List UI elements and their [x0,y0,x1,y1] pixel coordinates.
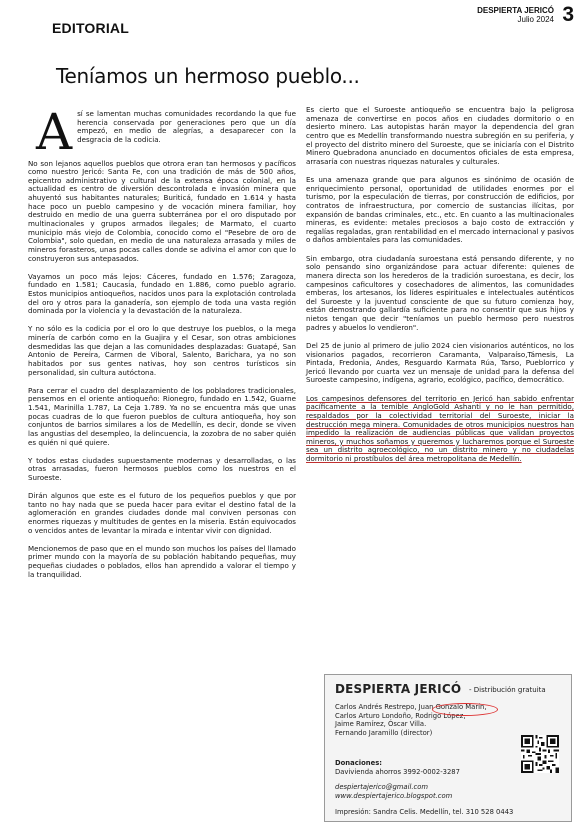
paragraph: Es cierto que el Suroeste antioqueño se encuentra bajo la peligrosa amenaza de convertirse en pocos años en ciudades dormitorio o en desierto minero. Las autopistas harán mayor la dependencia del gran centro que es Medellín transformando nuestra subregión en su periferia, y el proyecto del distrito minero del Suroeste, que se iniciaría con el Distrito Minero Quebradona anunciado en documentos oficiales de esta empresa, arrasaría con nuestras riquezas naturales y culturales. [306,105,574,166]
page-number: 3 [562,3,574,26]
paragraph: No son lejanos aquellos pueblos que otrora eran tan hermosos y pacíficos como nuestro Jericó: Santa Fe, con una tradición de más de 500 años, epicentro administrativo y cultural de la extensa época colonial, en la actualidad es centro de diversión descontrolada e invasión minera que ahuyentó sus habitantes naturales; Buriticá, fundado en 1.614 y hasta hace poco un pueblo campesino y de vocación minera familiar, hoy destruido en medio de una guerra subterránea por el oro disputado por multinacionales y grupos armados ilegales; de Marmato, el cuarto municipio más viejo de Colombia, conocido como el "Pesebre de oro de Colombia", solo quedan, en medio de una naturaleza arrasada y miles de mineros forasteros, unas pocas calles donde se adivina el amor con que lo construyeron sus antepasados. [28,158,296,263]
lead-text: sí se lamentan muchas comunidades recordando la que fue herencia conservada por generaciones pero que un día empezó, en medio de alegrías, a desaparecer con la desgracia de la codicia. [77,109,296,144]
qr-code-icon[interactable] [521,735,559,773]
credits-line: Jaime Ramírez, Óscar Villa. [335,720,427,729]
credits-brand: DESPIERTA JERICÓ [335,682,462,696]
section-label: EDITORIAL [52,20,129,36]
right-column [306,106,574,473]
paragraph: Dirán algunos que este es el futuro de los pequeños pueblos y que por tanto no hay nada que se pueda hacer para evitar el destino fatal de la aglomeración en grandes ciudades donde mal conviven personas con enormes riquezas y multitudes de gentes en la miseria. Están equivocados o vencidos antes de levantar la mirada e intentar vivir con dignidad. [28,491,296,535]
left-column [28,103,296,589]
paragraph: Mencionemos de paso que en el mundo son muchos los países del llamado primer mundo con la mayoría de su población habitando pequeñas, muy pequeñas ciudades o poblados, ellos han aprendido a valorar el tiempo y la tranquilidad. [28,543,296,579]
donations-account: Davivienda ahorros 3992-0002-3287 [335,768,460,776]
printing-credit: Impresión: Sandra Celis. Medellín, tel. 310 528 0443 [335,808,514,816]
paragraph: Del 25 de junio al primero de julio 2024 cien visionarios auténticos, no los visionarios pagados, recorrieron Caramanta, Valparaíso,Támesis, La Pintada, Fredonia, Andes, Resguardo Karmata Rúa, Tarso, Pueblorrico y Jericó llevando por cuarta vez un mensaje de unidad para la defensa del Suroeste campesino, indígena, agrario, ecológico, pacífico, democrático. [306,340,574,385]
donations-label: Donaciones: [335,759,382,767]
page-masthead [477,6,554,24]
website-link[interactable]: www.despiertajerico.blogspot.com [335,791,453,800]
paragraph: Es una amenaza grande que para algunos es sinónimo de ocasión de enriquecimiento personal, oportunidad de utilidades enormes por el turismo, por la especulación de tierras, por construcción de edificios, por contratos de infraestructura, por comercio de sustancias ilícitas, por expansión de bandas criminales, etc., etc. En cuanto a las multinacionales mineras, es evidente: metales preciosos a bajo costo de extracción y regalías regaladas, gran rentabilidad en el mercado internacional y pasivos o daños ambientales para las comunidades. [306,174,574,245]
paragraph: Vayamos un poco más lejos: Cáceres, fundado en 1.576; Zaragoza, fundado en 1.581; Caucasia, fundado en 1.886, como pueblo agrario. Estos municipios antioqueños, nacidos unos para la explotación controlada del oro y otros para la ganadería, son ejemplo de toda una vasta región dominada por la violencia y la devastación de la naturaleza. [28,271,296,316]
credits-line: Carlos Arturo Londoño, Rodrigo López, [335,711,466,720]
handwritten-circle-mark [432,703,498,716]
drop-cap: A [36,103,73,161]
credits-line: Fernando Jaramillo (director) [335,728,433,737]
email-link[interactable]: despiertajerico@gmail.com [335,783,429,791]
lead-paragraph [28,103,296,161]
article-title: Teníamos un hermoso pueblo... [56,64,360,88]
issue-date: Julio 2024 [517,15,554,24]
paragraph-annotated: Los campesinos defensores del territorio en Jericó han sabido enfrentar pacíficamente a la temible AngloGold Ashanti y no le han permitido, respaldados por la colectividad territorial del Suroeste, iniciar la destrucción mega minera. Comunidades de otros municipios nuestros han impedido la realización de audiencias públicas que validan proyectos mineros, y muchos soñamos y queremos y lucharemos porque el Suroeste sea un distrito agroecológico, no un distrito minero y no ciudadelas dormitorio ni prostíbulos del área metropolitana de Medellín. [306,393,574,464]
credits-distribution: - Distribución gratuita [469,686,546,694]
contact-info [335,783,452,801]
paragraph: Para cerrar el cuadro del desplazamiento de los pobladores tradicionales, pensemos en el oriente antioqueño: Rionegro, fundado en 1.542, Guarne 1.541, Marinilla 1.787, La Ceja 1.789. Ya no se encuentra más que unas pocas cuadras de lo que fueron pueblos de cultura antioqueña, hoy son conjuntos de barrios similares a los de Medellín, es decir, donde se viven las angustias del desempleo, la delincuencia, la zozobra de no saber quién es quién ni qué quiere. [28,385,296,447]
paragraph: Y no sólo es la codicia por el oro lo que destruye los pueblos, o la mega minería de carbón como en la Guajira y el Cesar, son otras ambiciones desmedidas las que dejan a las comunidades desplazadas: Guatapé, San Antonio de Pereira, Carmen de Viboral, Salento, Barichara, ya no son habitados por sus gentes nativas, hoy son centros turísticos sin personalidad, sin cultura autóctona. [28,324,296,377]
paragraph: Y todos estas ciudades supuestamente modernas y desarrolladas, o las otras arrasadas, fueron hermosos pueblos como los nuestros en el Suroeste. [28,455,296,482]
credits-box [324,674,572,822]
credits-line: Carlos Andrés Restrepo, Juan Gonzalo Marín, [335,703,487,711]
paragraph: Sin embargo, otra ciudadanía suroestana está pensando diferente, y no solo pensando sino organizándose para actuar diferente: quienes de manera directa son los herederos de la tradición suroestana, es decir, los campesinos caficultores y cosechadores de alimentos, las comunidades emberas, los artesanos, los líderes espirituales e intelectuales auténticos del Suroeste y la juventud consciente de que su futuro comienza hoy, están demostrando gallardía suficiente para no consentir que sus hijos y nietos tengan que decir "teníamos un pueblo hermoso pero nuestros padres y abuelos lo vendieron". [306,253,574,332]
publication-name: DESPIERTA JERICÓ [477,6,554,15]
